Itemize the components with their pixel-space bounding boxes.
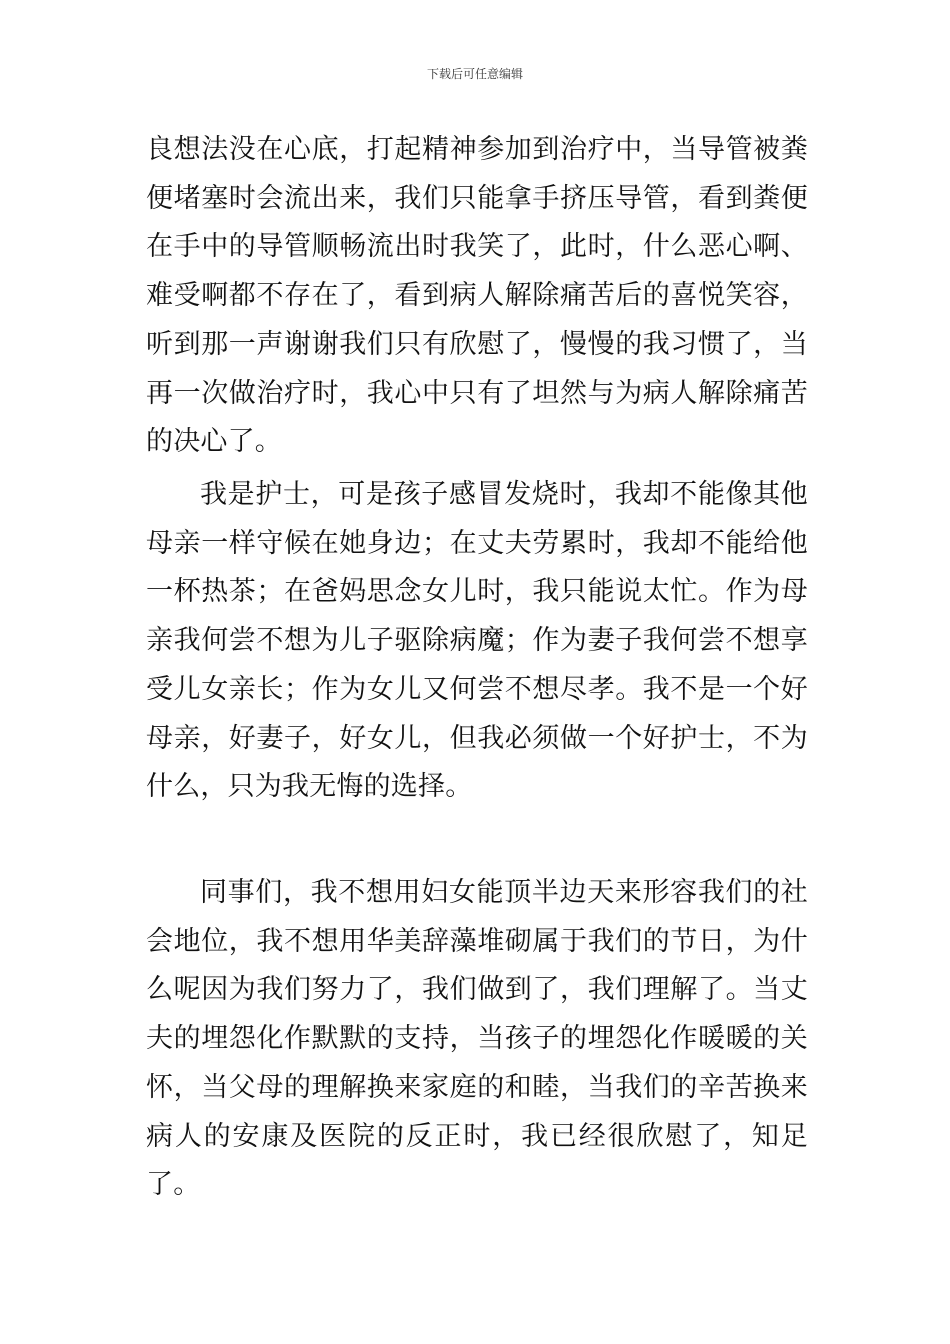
paragraph-1: 良想法没在心底，打起精神参加到治疗中，当导管被粪便堵塞时会流出来，我们只能拿手挤压导管，看到粪便在手中的导管顺畅流出时我笑了，此时，什么恶心啊、难受啊都不存在了，看到病人解除痛苦后的喜悦笑容，听到那一声谢谢我们只有欣慰了，慢慢的我习惯了，当再一次做治疗时，我心中只有了坦然与为病人解除痛苦的决心了。 bbox=[146, 134, 808, 458]
header-note: 下载后可任意编辑 bbox=[426, 67, 523, 81]
paragraph-3: 同事们，我不想用妇女能顶半边天来形容我们的社会地位，我不想用华美辞藻堆砌属于我们的节日，为什么呢因为我们努力了，我们做到了，我们理解了。当丈夫的埋怨化作默默的支持，当孩子的埋怨化作暖暖的关怀，当父母的理解换来家庭的和睦，当我们的辛苦换来病人的安康及医院的反正时，我已经很欣慰了，知足了。 bbox=[146, 877, 808, 1201]
paragraph-2: 我是护士，可是孩子感冒发烧时，我却不能像其他母亲一样守候在她身边；在丈夫劳累时，我却不能给他一杯热茶；在爸妈思念女儿时，我只能说太忙。作为母亲我何尝不想为儿子驱除病魔；作为妻子我何尝不想享受儿女亲长；作为女儿又何尝不想尽孝。我不是一个好母亲，好妻子，好女儿，但我必须做一个好护士，不为什么，只为我无悔的选择。 bbox=[146, 479, 808, 803]
